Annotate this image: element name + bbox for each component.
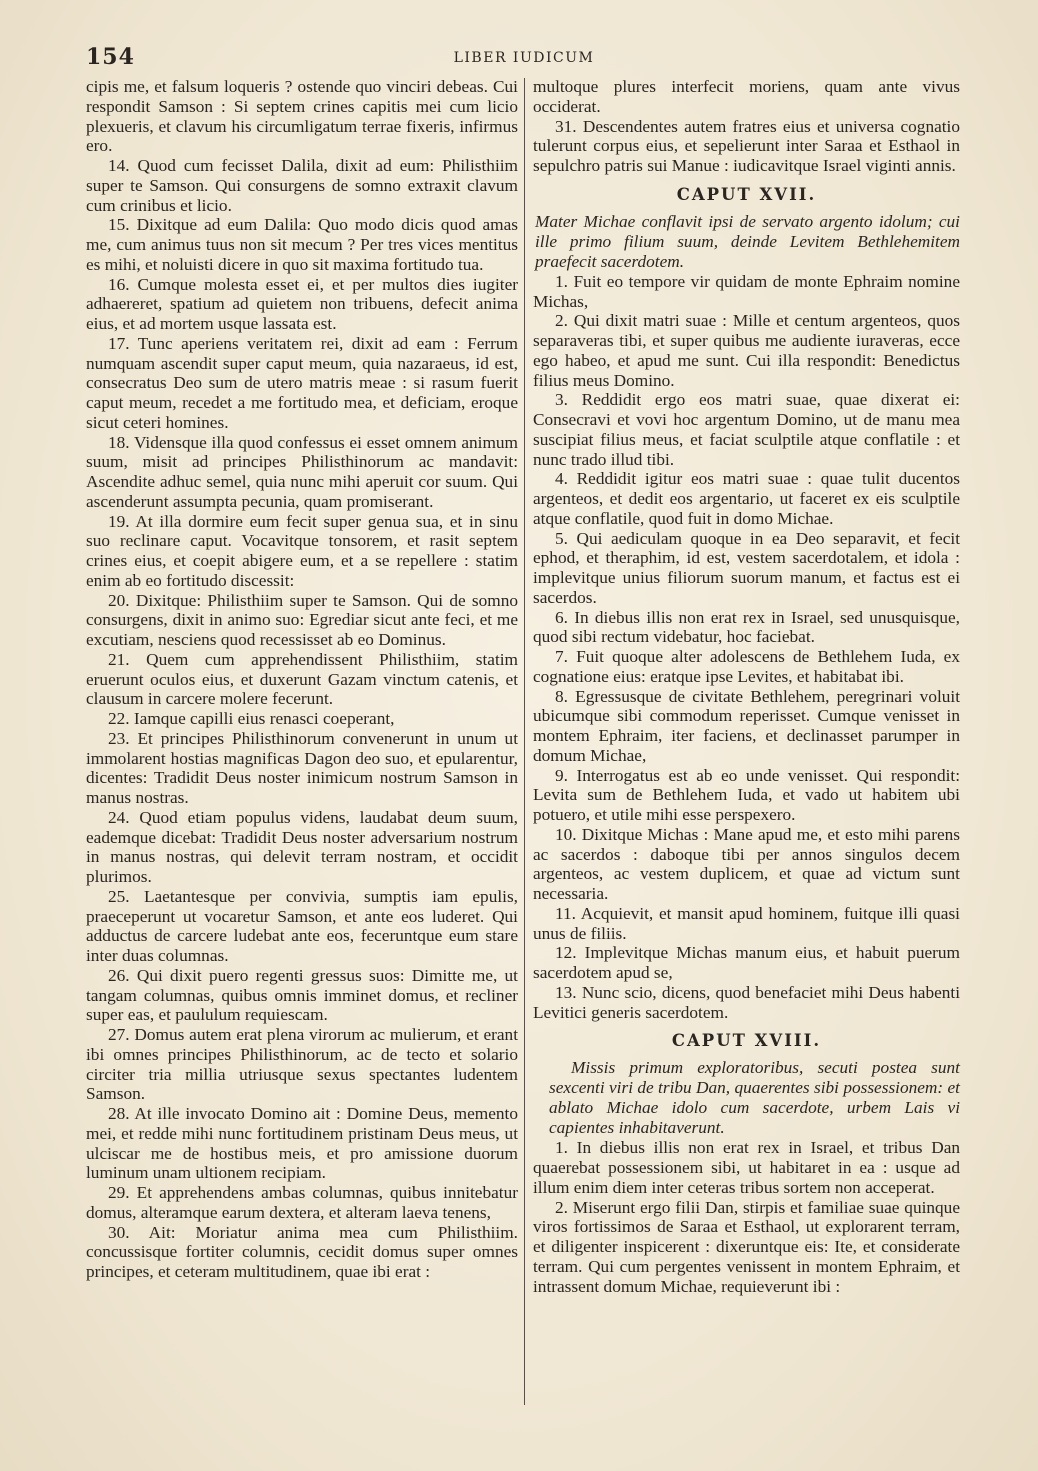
verse-paragraph: 6. In diebus illis non erat rex in Israel, sed unusquisque, quod sibi rectum videbatur, hoc faciebat. bbox=[533, 607, 960, 647]
verse-paragraph: 29. Et apprehendens ambas columnas, quibus innitebatur domus, alteramque earum dextera, et alteram laeva tenens, bbox=[86, 1183, 518, 1222]
right-column bbox=[533, 77, 960, 1296]
verse-paragraph: 22. Iamque capilli eius renasci coeperant, bbox=[108, 709, 395, 728]
verse-paragraph: 1. In diebus illis non erat rex in Israel, et tribus Dan quaerebat possessionem sibi, ut habitaret in ea : usque ad illum enim diem inter ceteras tribus sortem non acceperat. bbox=[533, 1138, 960, 1197]
verse-paragraph: 30. Ait: Moriatur anima mea cum Philisthiim. concussisque fortiter columnis, cecidit domus super omnes principes, et ceteram multitudinem, quae ibi erat : bbox=[86, 1222, 518, 1281]
verse-paragraph: 13. Nunc scio, dicens, quod benefaciet mihi Deus habenti Levitici generis sacerdotem. bbox=[533, 982, 960, 1022]
chapter-summary: Mater Michae conflavit ipsi de servato argento idolum; cui ille primo filium suum, deinde Levitem Bethlehemitem praefecit sacerdotem. bbox=[535, 211, 960, 271]
page-number: 154 bbox=[86, 44, 135, 70]
verse-paragraph: 27. Domus autem erat plena virorum ac mulierum, et erant ibi omnes principes Philisthinorum, ac de tecto et solario circiter tria millia utriusque sexus spectantes ludentem Samson. bbox=[86, 1025, 518, 1104]
column-rule bbox=[524, 78, 525, 1405]
verse-paragraph: 2. Miserunt ergo filii Dan, stirpis et familiae suae quinque viros fortissimos de Saraa et Esthaol, ut explorarent terram, et diligenter inspicerent : dixeruntque eis: Ite, et considerate terram. Qui cum pergentes venissent in montem Ephraim, et intrassent domum Michae, requieverunt ibi : bbox=[533, 1197, 960, 1296]
verse-paragraph: 16. Cumque molesta esset ei, et per multos dies iugiter adhaereret, spatium ad quietem non tribuens, defecit anima eius, et ad mortem usque lassata est. bbox=[86, 274, 518, 333]
verse-paragraph: 8. Egressusque de civitate Bethlehem, peregrinari voluit ubicumque sibi commodum reperisset. Cumque venisset in montem Ephraim, iter faciens, et declinasset parumper in domum Michae, bbox=[533, 686, 960, 765]
chapter-summary: Missis primum exploratoribus, secuti postea sunt sexcenti viri de tribu Dan, quaerentes sibi possessionem: et ablato Michae idolo cum sacerdote, urbem Lais vi capientes inhabitaverunt. bbox=[549, 1058, 960, 1138]
verse-paragraph: 26. Qui dixit puero regenti gressus suos: Dimitte me, ut tangam columnas, quibus omnis imminet domus, et recliner super eas, et paululum requiescam. bbox=[86, 965, 518, 1025]
verse-paragraph: 1. Fuit eo tempore vir quidam de monte Ephraim nomine Michas, bbox=[533, 271, 960, 311]
verse-paragraph: 10. Dixitque Michas : Mane apud me, et esto mihi parens ac sacerdos : daboque tibi per annos singulos decem argenteos, ac vestem duplicem, et quae ad victum sunt necessaria. bbox=[533, 824, 960, 903]
verse-paragraph: 17. Tunc aperiens veritatem rei, dixit ad eam : Ferrum numquam ascendit super caput meum, quia nazaraeus, id est, consecratus Deo sum de utero matris meae : si rasum fuerit caput meum, recedet a me fortitudo mea, et deficiam, eroque sicut ceteri homines. bbox=[86, 333, 518, 432]
verse-paragraph: 15. Dixitque ad eum Dalila: Quo modo dicis quod amas me, cum animus tuus non sit mecum ? Per tres vices mentitus es mihi, et noluisti dicere in quo sit maxima fortitudo tua. bbox=[86, 215, 518, 274]
verse-paragraph: 4. Reddidit igitur eos matri suae : quae tulit ducentos argenteos, et dedit eos argentario, ut faceret ex eis sculptile atque conflatile, quod fuit in domo Michae. bbox=[533, 469, 960, 528]
verse-paragraph: 31. Descendentes autem fratres eius et universa cognatio tulerunt corpus eius, et sepelierunt inter Saraa et Esthaol in sepulchro patris sui Manue : iudicavitque Israel viginti annis. bbox=[533, 116, 960, 175]
page-header bbox=[86, 44, 962, 72]
verse-paragraph: 23. Et principes Philisthinorum convenerunt in unum ut immolarent hostias magnificas Dagon deo suo, et epularentur, dicentes: Tradidit Deus noster inimicum nostrum Samson in manus nostras. bbox=[86, 728, 518, 807]
verse-paragraph: 7. Fuit quoque alter adolescens de Bethlehem Iuda, ex cognatione eius: eratque ipse Levites, et habitabat ibi. bbox=[533, 647, 960, 686]
verse-paragraph: 24. Quod etiam populus videns, laudabat deum suum, eademque dicebat: Tradidit Deus noster adversarium nostrum in manus nostras, qui delevit terram nostram, et occidit plurimos. bbox=[86, 807, 518, 886]
verse-paragraph: 2. Qui dixit matri suae : Mille et centum argenteos, quos separaveras tibi, et super quibus me audiente iuraveras, ecce ego habeo, et apud me sunt. Cui illa respondit: Benedictus filius meus Domino. bbox=[533, 311, 960, 390]
verse-paragraph: 11. Acquievit, et mansit apud hominem, fuitque illi quasi unus de filiis. bbox=[533, 903, 960, 943]
verse-paragraph: 14. Quod cum fecisset Dalila, dixit ad eum: Philisthiim super te Samson. Qui consurgens de somno extraxit clavum cum crinibus et licio. bbox=[86, 156, 518, 215]
verse-paragraph: 12. Implevitque Michas manum eius, et habuit puerum sacerdotem apud se, bbox=[533, 943, 960, 982]
chapter-heading: CAPUT XVIII. bbox=[671, 1031, 822, 1051]
verse-paragraph: 25. Laetantesque per convivia, sumptis iam epulis, praeceperunt ut vocaretur Samson, et ante eos luderet. Qui adductus de carcere ludebat ante eos, feceruntque eum stare inter duas columnas. bbox=[86, 886, 518, 965]
chapter-heading: CAPUT XVII. bbox=[676, 184, 817, 204]
verse-paragraph: 5. Qui aediculam quoque in ea Deo separavit, et fecit ephod, et theraphim, id est, vestem sacerdotalem, et idola : implevitque unius filiorum suorum manum, et factus est ei sacerdos. bbox=[533, 528, 960, 607]
verse-paragraph: 28. At ille invocato Domino ait : Domine Deus, memento mei, et redde mihi nunc fortitudinem pristinam Deus meus, ut ulciscar me de hostibus meis, et pro amissione duorum luminum unam ultionem recipiam. bbox=[86, 1104, 518, 1183]
verse-paragraph: multoque plures interfecit moriens, quam ante vivus occiderat. bbox=[533, 77, 960, 116]
left-column bbox=[86, 77, 518, 1282]
verse-paragraph: cipis me, et falsum loqueris ? ostende quo vinciri debeas. Cui respondit Samson : Si septem crines capitis mei cum licio plexueris, et clavum his circumligatum terrae fixeris, infirmus ero. bbox=[86, 77, 518, 156]
verse-paragraph: 18. Vidensque illa quod confessus ei esset omnem animum suum, misit ad principes Philisthinorum ac mandavit: Ascendite adhuc semel, quia nunc mihi aperuit cor suum. Qui ascenderunt assumpta pecunia, quam promiserant. bbox=[86, 432, 518, 511]
verse-paragraph: 20. Dixitque: Philisthiim super te Samson. Qui de somno consurgens, dixit in animo suo: Egrediar sicut ante feci, et me excutiam, nesciens quod recessisset ab eo Dominus. bbox=[86, 590, 518, 649]
verse-paragraph: 21. Quem cum apprehendissent Philisthiim, statim eruerunt oculos eius, et duxerunt Gazam vinctum catenis, et clausum in carcere molere fecerunt. bbox=[86, 649, 518, 709]
verse-paragraph: 19. At illa dormire eum fecit super genua sua, et in sinu suo reclinare caput. Vocavitque tonsorem, et rasit septem crines eius, et coepit abigere eum, et a se repellere : statim enim ab eo fortitudo discessit: bbox=[86, 511, 518, 590]
verse-paragraph: 3. Reddidit ergo eos matri suae, quae dixerat ei: Consecravi et vovi hoc argentum Domino, ut de manu mea suscipiat filius meus, et faciat sculptile atque conflatile : et nunc trado illud tibi. bbox=[533, 390, 960, 469]
running-title: LIBER IUDICUM bbox=[453, 50, 595, 66]
verse-paragraph: 9. Interrogatus est ab eo unde venisset. Qui respondit: Levita sum de Bethlehem Iuda, et vado ut habitem ubi potuero, et utile mihi esse perspexero. bbox=[533, 765, 960, 824]
